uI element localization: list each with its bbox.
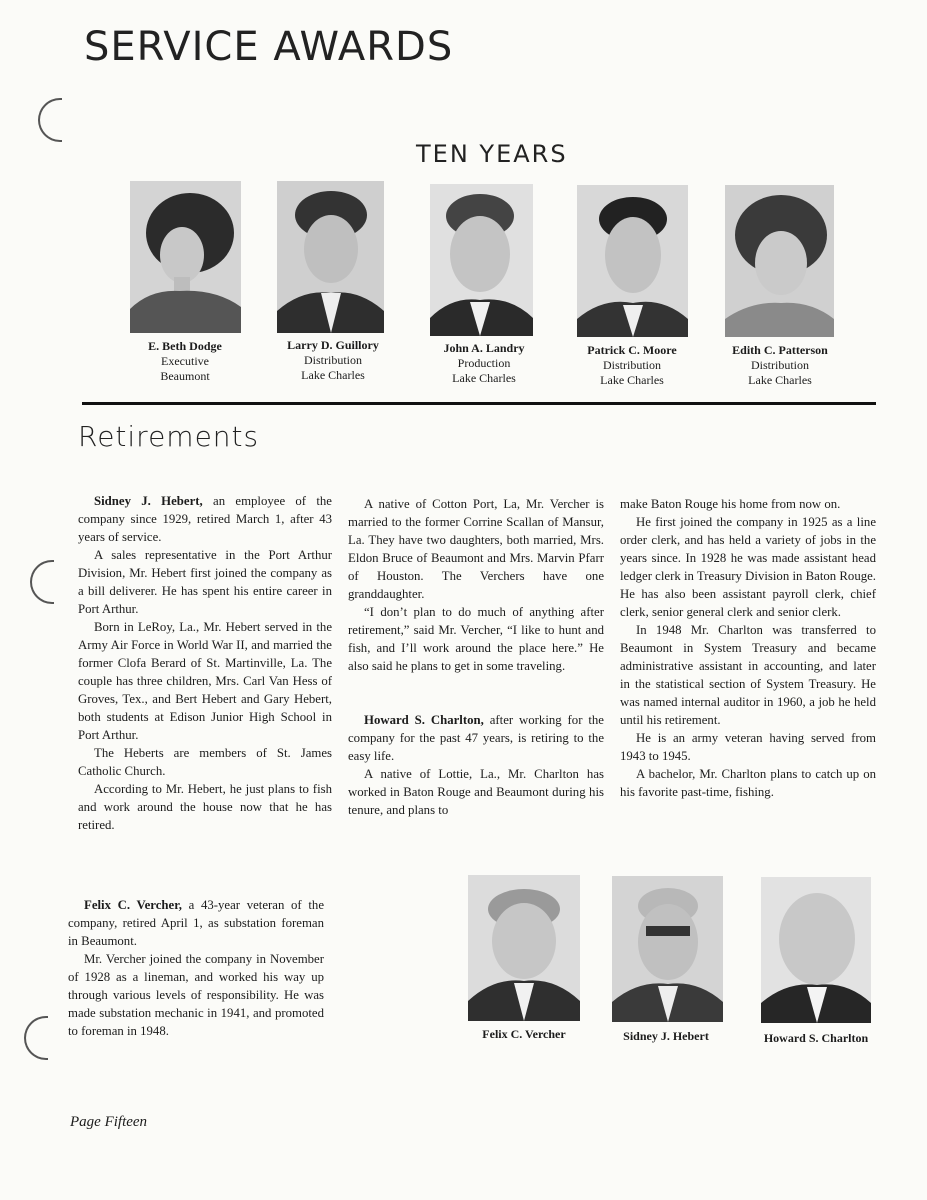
retiree-photo [761, 877, 871, 1023]
retiree-photo-name: Howard S. Charlton [763, 1031, 869, 1045]
awardee-caption [712, 343, 848, 388]
retiree-photo-name: Sidney J. Hebert [623, 1029, 709, 1043]
awardee-caption [268, 338, 398, 383]
awardee-name: Edith C. Patterson [732, 343, 828, 357]
awardee-department: Distribution [602, 358, 661, 372]
retiree-photo [468, 875, 580, 1021]
article-column-3 [620, 495, 876, 801]
awardee-location: Lake Charles [748, 373, 812, 387]
punch-hole-icon [38, 98, 62, 142]
portrait-photo [725, 185, 834, 337]
ten-years-heading: TEN YEARS [416, 140, 568, 168]
portrait-photo [577, 185, 688, 337]
retiree-name: Felix C. Vercher, [84, 898, 182, 912]
awardee-caption [120, 339, 250, 384]
retiree-caption [458, 1027, 590, 1042]
retiree-name: Sidney J. Hebert, [94, 494, 203, 508]
page-title: SERVICE AWARDS [84, 24, 454, 70]
paragraph: A native of Cotton Port, La, Mr. Vercher is married to the former Corrine Scallan of Mansur, La. They have two daughters, both married, Mrs. Eldon Bruce of Beaumont and Mrs. Marvin Pfarr of Houston. The Verchers have one granddaughter. [348, 497, 604, 601]
article-column-1 [78, 492, 332, 834]
retiree-name: Howard S. Charlton, [364, 713, 484, 727]
paragraph: “I don’t plan to do much of anything after retirement,” said Mr. Vercher, “I like to hunt and fish, and I’ll work around the place here.” He also said he plans to get in some traveling. [348, 605, 604, 673]
awardee-department: Distribution [750, 358, 809, 372]
portrait-photo [277, 181, 384, 333]
paragraph: A sales representative in the Port Arthur Division, Mr. Hebert first joined the company as a bill deliverer. He has spent his entire career in Port Arthur. [78, 548, 332, 616]
paragraph: A bachelor, Mr. Charlton plans to catch up on his favorite past-time, fishing. [620, 767, 876, 799]
paragraph: According to Mr. Hebert, he just plans to fish and work around the house now that he has retired. [78, 782, 332, 832]
paragraph: He first joined the company in 1925 as a line order clerk, and has held a variety of jobs in the years since. In 1928 he was made assistant head ledger clerk in Treasury Division in Baton Rouge. He has also been assistant payroll clerk, chief clerk, senior general clerk and senior clerk. [620, 515, 876, 619]
punch-hole-icon [30, 560, 54, 604]
paragraph: Sidney J. Hebert, an employee of the company since 1929, retired March 1, after 43 years of service. [78, 494, 332, 544]
awardee-department: Production [457, 356, 511, 370]
awardee-location: Lake Charles [600, 373, 664, 387]
paragraph: Felix C. Vercher, a 43-year veteran of the company, retired April 1, as substation foreman in Beaumont. [68, 898, 324, 948]
awardee-name: John A. Landry [443, 341, 525, 355]
paragraph: He is an army veteran having served from 1943 to 1945. [620, 731, 876, 763]
awardee-location: Beaumont [160, 369, 210, 383]
article-column-2 [348, 495, 604, 819]
awardee-caption [567, 343, 697, 388]
section-divider [82, 402, 876, 405]
awardee-name: Larry D. Guillory [287, 338, 379, 352]
paragraph: In 1948 Mr. Charlton was transferred to Beaumont in System Treasury and became administrative assistant in accounting, and later in the statistical section of System Treasury. He was named internal auditor in 1960, a job he held until his retirement. [620, 623, 876, 727]
portrait-photo [430, 184, 533, 336]
page-number: Page Fifteen [70, 1114, 148, 1130]
awardee-caption [419, 341, 549, 386]
retiree-caption [748, 1031, 884, 1046]
paragraph: A native of Lottie, La., Mr. Charlton has worked in Baton Rouge and Beaumont during his tenure, and plans to [348, 767, 604, 817]
paragraph: The Heberts are members of St. James Catholic Church. [78, 746, 332, 778]
awardee-department: Distribution [303, 353, 362, 367]
paragraph: Howard S. Charlton, after working for the company for the past 47 years, is retiring to the easy life. [348, 713, 604, 763]
article-column-1b [68, 896, 324, 1040]
retiree-caption [600, 1029, 732, 1044]
punch-hole-icon [24, 1016, 48, 1060]
paragraph: make Baton Rouge his home from now on. [620, 497, 841, 511]
awardee-name: E. Beth Dodge [148, 339, 222, 353]
retiree-photo-name: Felix C. Vercher [482, 1027, 566, 1041]
paragraph: Born in LeRoy, La., Mr. Hebert served in the Army Air Force in World War II, and married the former Clofa Berard of St. Martinville, La. The couple has three children, Mrs. Carl Van Hess of Groves, Tex., and Bert Hebert and Gary Hebert, both students at Edison Junior High School in Port Arthur. [78, 620, 332, 742]
awardee-department: Executive [161, 354, 209, 368]
retirements-heading: Retirements [78, 420, 260, 453]
portrait-photo [130, 181, 241, 333]
awardee-name: Patrick C. Moore [587, 343, 677, 357]
awardee-location: Lake Charles [452, 371, 516, 385]
paragraph: Mr. Vercher joined the company in November of 1928 as a lineman, and worked his way up through various levels of responsibility. He was made substation mechanic in 1941, and promoted to foreman in 1948. [68, 952, 324, 1038]
retiree-photo [612, 876, 723, 1022]
awardee-location: Lake Charles [301, 368, 365, 382]
